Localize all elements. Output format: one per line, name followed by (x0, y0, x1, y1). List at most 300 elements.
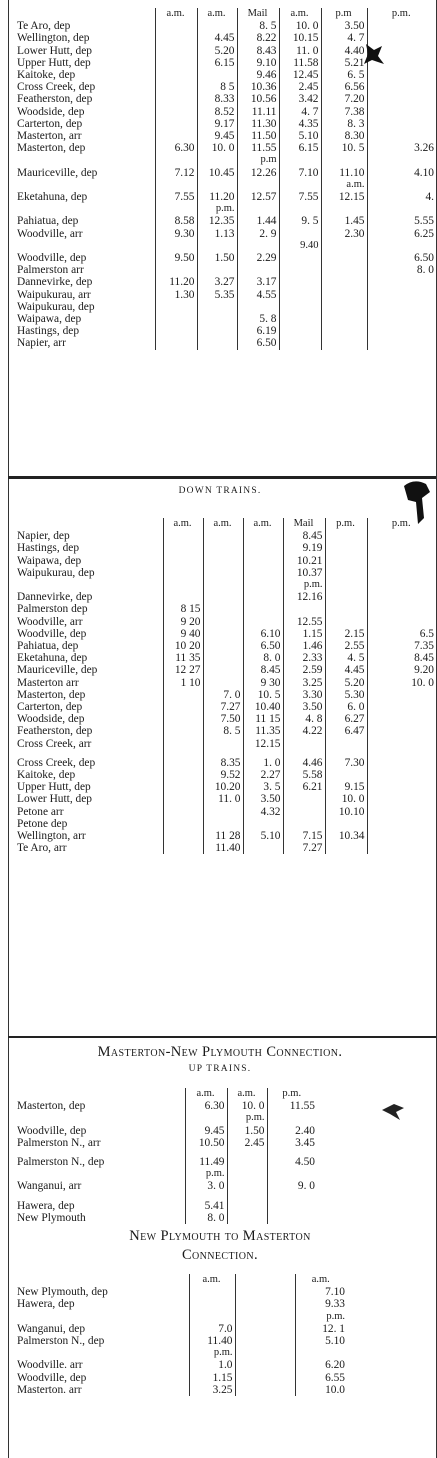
time-cell (155, 20, 197, 32)
time-cell: 8. 5 (203, 725, 243, 737)
station-name: Woodville, arr (17, 227, 83, 240)
time-cell (267, 1200, 317, 1212)
time-cell (243, 542, 283, 554)
column-header: a.m. (185, 1088, 227, 1100)
time-cell (203, 555, 243, 567)
time-cell (235, 1384, 295, 1396)
time-cell (243, 603, 283, 615)
column-header: p.m. (367, 518, 436, 530)
table-row (17, 1137, 317, 1149)
time-cell (367, 81, 436, 93)
time-cell: 8. 3 (321, 118, 367, 130)
station-name: Hawera, dep (17, 1199, 75, 1212)
time-cell (367, 203, 436, 215)
time-cell: 6. 0 (325, 701, 367, 713)
time-cell (155, 203, 197, 215)
time-cell: 1.13 (197, 228, 237, 240)
time-cell: 9.50 (155, 252, 197, 264)
table-row (17, 142, 436, 154)
column-header: a.m. (197, 8, 237, 20)
time-cell: 8.52 (197, 106, 237, 118)
table-row (17, 1298, 347, 1310)
time-cell (367, 757, 436, 769)
table-row (17, 313, 436, 325)
table-row (17, 240, 436, 252)
time-cell: 10.34 (325, 830, 367, 842)
time-cell (203, 542, 243, 554)
time-cell: 10. 5 (321, 142, 367, 154)
time-cell (267, 1149, 317, 1156)
time-cell (189, 1311, 235, 1323)
table-row (17, 842, 436, 854)
station-name: Woodville. arr (17, 1359, 83, 1372)
table-row (17, 1384, 347, 1396)
station-name: Mauriceville, dep (17, 664, 98, 677)
time-cell: 3.45 (267, 1137, 317, 1149)
time-cell (367, 781, 436, 793)
station-name: Woodville, arr (17, 615, 83, 628)
table-row (17, 713, 436, 725)
connection-title: Masterton-New Plymouth Connection. (97, 1044, 343, 1060)
ink-blot-icon (380, 1100, 406, 1122)
time-cell (367, 713, 436, 725)
table-row (17, 1323, 347, 1335)
time-cell (367, 325, 436, 337)
ink-blot-icon (400, 478, 434, 528)
time-cell: 12.15 (243, 738, 283, 750)
time-cell (367, 289, 436, 301)
station-name: Lower Hutt, dep (17, 793, 92, 806)
time-cell: 3. 0 (185, 1180, 227, 1192)
station-name: Napier, arr (17, 337, 66, 350)
time-cell: 10.36 (237, 81, 279, 93)
down-trains-title: DOWN TRAINS. (178, 486, 262, 496)
time-cell (367, 118, 436, 130)
time-cell: 9.45 (197, 130, 237, 142)
time-cell: 9. 0 (267, 1180, 317, 1192)
time-cell (367, 830, 436, 842)
time-cell (367, 240, 436, 252)
table-row (17, 1372, 347, 1384)
time-cell: 5.35 (197, 289, 237, 301)
column-header-row (17, 8, 436, 20)
table-row (17, 769, 436, 781)
time-cell: 6. 5 (321, 69, 367, 81)
time-cell: 4. 7 (279, 106, 321, 118)
station-name: Lower Hutt, dep (17, 44, 92, 57)
time-cell: 10.40 (243, 701, 283, 713)
time-cell: 11.55 (267, 1100, 317, 1112)
time-cell (321, 313, 367, 325)
time-cell (325, 603, 367, 615)
table-row (17, 215, 436, 227)
time-cell (267, 1212, 317, 1224)
station-name: Mauriceville, dep (17, 166, 98, 179)
time-cell: 2.27 (243, 769, 283, 781)
time-cell (321, 289, 367, 301)
station-name: Palmerston N., dep (17, 1156, 105, 1169)
column-header: a.m. (295, 1274, 347, 1286)
time-cell: 1.50 (227, 1125, 267, 1137)
time-cell (227, 1168, 267, 1180)
time-cell: 10.21 (283, 555, 325, 567)
time-cell: 6.15 (197, 57, 237, 69)
time-cell (295, 1347, 347, 1359)
time-cell (325, 616, 367, 628)
column-header: p.m. (367, 8, 436, 20)
table-row (17, 1168, 317, 1180)
time-cell: 9.20 (367, 664, 436, 676)
time-cell: 10.37 (283, 567, 325, 579)
time-cell: 1.50 (197, 252, 237, 264)
time-cell (279, 337, 321, 349)
time-cell (279, 203, 321, 215)
station-header (17, 1274, 189, 1286)
station-name: Wellington, dep (17, 32, 90, 45)
time-cell (367, 689, 436, 701)
down-trains-table (17, 518, 436, 854)
time-cell: 8. 5 (237, 20, 279, 32)
station-name: Hastings, dep (17, 325, 80, 338)
time-cell (325, 542, 367, 554)
time-cell (163, 701, 203, 713)
time-cell (243, 591, 283, 603)
column-header: a.m. (163, 518, 203, 530)
time-cell (243, 555, 283, 567)
time-cell (163, 689, 203, 701)
time-cell: 8 15 (163, 603, 203, 615)
time-cell: 6.19 (237, 325, 279, 337)
time-cell (163, 713, 203, 725)
time-cell: 4.45 (325, 664, 367, 676)
time-cell (155, 69, 197, 81)
column-header (235, 1274, 295, 1286)
station-name: Palmerston N., arr (17, 1136, 101, 1149)
time-cell: 8. 0 (367, 264, 436, 276)
time-cell: 11.55 (237, 142, 279, 154)
table-row (17, 567, 436, 579)
time-cell (279, 276, 321, 288)
table-row (17, 228, 436, 240)
time-cell (197, 264, 237, 276)
time-cell: 11.11 (237, 106, 279, 118)
time-cell: 8.22 (237, 32, 279, 44)
station-name (17, 579, 163, 591)
time-cell (197, 20, 237, 32)
time-cell (155, 337, 197, 349)
time-cell: 1.0 (189, 1359, 235, 1371)
station-name: Kaitoke, dep (17, 69, 76, 82)
time-cell (203, 579, 243, 591)
time-cell: 9.45 (185, 1125, 227, 1137)
time-cell: 5.58 (283, 769, 325, 781)
time-cell: 4. 8 (283, 713, 325, 725)
time-cell: 10.50 (185, 1137, 227, 1149)
time-cell: 6.5 (367, 628, 436, 640)
station-name: Hastings, dep (17, 542, 80, 555)
table-row (17, 542, 436, 554)
time-cell (321, 252, 367, 264)
station-name: Palmerston arr (17, 264, 84, 277)
column-header-row (17, 1088, 317, 1100)
table-row (17, 81, 436, 93)
time-cell (325, 769, 367, 781)
time-cell: 1.45 (321, 215, 367, 227)
time-cell (321, 154, 367, 166)
time-cell: 5.55 (367, 215, 436, 227)
table-row (17, 130, 436, 142)
time-cell: 3.30 (283, 689, 325, 701)
time-cell: 11. 0 (203, 793, 243, 805)
station-name: Dannevirke, dep (17, 591, 93, 604)
time-cell: 8.35 (203, 757, 243, 769)
time-cell: 7.50 (203, 713, 243, 725)
time-cell: 8. 0 (185, 1212, 227, 1224)
station-name: Woodville, dep (17, 1371, 87, 1384)
time-cell (163, 555, 203, 567)
time-cell (155, 57, 197, 69)
table-row (17, 167, 436, 179)
time-cell: p.m. (295, 1311, 347, 1323)
time-cell (367, 616, 436, 628)
time-cell: 9.10 (237, 57, 279, 69)
table-row (17, 1200, 317, 1212)
time-cell: 3.50 (283, 701, 325, 713)
time-cell (237, 301, 279, 313)
time-cell (243, 567, 283, 579)
time-cell: 1.15 (283, 628, 325, 640)
time-cell: 11.58 (279, 57, 321, 69)
time-cell (325, 530, 367, 542)
table-row (17, 1347, 347, 1359)
time-cell: 10. 5 (243, 689, 283, 701)
time-cell (367, 806, 436, 818)
time-cell: 6.50 (367, 252, 436, 264)
table-row (17, 1212, 317, 1224)
station-name: Wanganui, arr (17, 1180, 82, 1193)
column-left-rule (8, 0, 9, 1458)
time-cell: 8.30 (321, 130, 367, 142)
time-cell: 1. 0 (243, 757, 283, 769)
table-row (17, 264, 436, 276)
table-row (17, 757, 436, 769)
time-cell (189, 1286, 235, 1298)
time-cell: 6.10 (243, 628, 283, 640)
time-cell: p.m. (189, 1347, 235, 1359)
column-header: a.m. (155, 8, 197, 20)
station-name: Hawera, dep (17, 1298, 75, 1311)
section-divider (8, 476, 436, 479)
table-row (17, 689, 436, 701)
station-name: Waipukurau, arr (17, 288, 91, 301)
time-cell: 7.12 (155, 167, 197, 179)
time-cell: 6.27 (325, 713, 367, 725)
table-row (17, 818, 436, 830)
table-row (17, 203, 436, 215)
time-cell (243, 616, 283, 628)
time-cell (367, 542, 436, 554)
table-row (17, 325, 436, 337)
time-cell (197, 313, 237, 325)
time-cell (367, 337, 436, 349)
time-cell (321, 264, 367, 276)
time-cell: 7.38 (321, 106, 367, 118)
column-header-row (17, 518, 436, 530)
table-row (17, 154, 436, 166)
time-cell: 3.27 (197, 276, 237, 288)
time-cell (237, 240, 279, 252)
time-cell: 10. 0 (367, 677, 436, 689)
time-cell: 7.27 (283, 842, 325, 854)
time-cell: 12.26 (237, 167, 279, 179)
time-cell: 11.20 (197, 191, 237, 203)
table-row (17, 1125, 317, 1137)
time-cell (237, 203, 279, 215)
station-name: Waipawa, dep (17, 313, 82, 326)
time-cell (185, 1149, 227, 1156)
time-cell: 5.41 (185, 1200, 227, 1212)
time-cell: 5.20 (325, 677, 367, 689)
time-cell: 10.10 (325, 806, 367, 818)
time-cell: 7.10 (279, 167, 321, 179)
table-row (17, 93, 436, 105)
time-cell: 9.52 (203, 769, 243, 781)
time-cell: 4.10 (367, 167, 436, 179)
time-cell (267, 1168, 317, 1180)
time-cell: 11.40 (203, 842, 243, 854)
time-cell (155, 93, 197, 105)
time-cell (243, 842, 283, 854)
time-cell (367, 106, 436, 118)
table-row (17, 806, 436, 818)
time-cell (163, 725, 203, 737)
time-cell: 4.50 (267, 1156, 317, 1168)
table-row (17, 191, 436, 203)
station-name: Wanganui, dep (17, 1322, 86, 1335)
time-cell: 2.33 (283, 652, 325, 664)
table-row (17, 664, 436, 676)
table-row (17, 738, 436, 750)
time-cell: 6.30 (185, 1100, 227, 1112)
time-cell (243, 530, 283, 542)
station-name: Cross Creek, arr (17, 737, 92, 750)
column-header: a.m. (279, 8, 321, 20)
time-cell: 7.55 (155, 191, 197, 203)
time-cell: p.m (237, 154, 279, 166)
table-row (17, 640, 436, 652)
time-cell (243, 750, 283, 757)
time-cell (163, 567, 203, 579)
time-cell: 7. 0 (203, 689, 243, 701)
time-cell (197, 301, 237, 313)
time-cell (235, 1347, 295, 1359)
column-header: a.m. (227, 1088, 267, 1100)
time-cell (367, 579, 436, 591)
time-cell: 11.40 (189, 1335, 235, 1347)
station-name (17, 1168, 185, 1180)
time-cell: 11.10 (321, 167, 367, 179)
table-row (17, 555, 436, 567)
time-cell (367, 130, 436, 142)
time-cell: 1.46 (283, 640, 325, 652)
time-cell: 9 20 (163, 616, 203, 628)
time-cell: 4.40 (321, 45, 367, 57)
time-cell: 9.30 (155, 228, 197, 240)
time-cell (267, 1112, 317, 1124)
time-cell (367, 20, 436, 32)
time-cell (163, 806, 203, 818)
table-row (17, 20, 436, 32)
time-cell (227, 1149, 267, 1156)
table-row (17, 179, 436, 191)
time-cell (283, 818, 325, 830)
time-cell (367, 591, 436, 603)
time-cell: 2.45 (227, 1137, 267, 1149)
time-cell (283, 750, 325, 757)
time-cell (367, 69, 436, 81)
time-cell (243, 579, 283, 591)
time-cell: 12. 1 (295, 1323, 347, 1335)
time-cell (203, 640, 243, 652)
time-cell (367, 179, 436, 191)
time-cell: 6.15 (279, 142, 321, 154)
time-cell (367, 276, 436, 288)
time-cell: 2.55 (325, 640, 367, 652)
time-cell (279, 264, 321, 276)
station-name: Waipukurau, dep (17, 566, 95, 579)
station-name: Pahiatua, dep (17, 215, 79, 228)
time-cell: 4.55 (237, 289, 279, 301)
reverse-connection-title-2: Connection. (181, 1247, 259, 1263)
time-cell (321, 301, 367, 313)
section-divider (8, 1036, 436, 1038)
time-cell: 3.17 (237, 276, 279, 288)
time-cell: 2.29 (237, 252, 279, 264)
time-cell (367, 603, 436, 615)
time-cell: 7.55 (279, 191, 321, 203)
time-cell (163, 579, 203, 591)
column-header: p.m (321, 8, 367, 20)
time-cell (203, 616, 243, 628)
new-plymouth-masterton-table (17, 1274, 347, 1396)
time-cell: 5.21 (321, 57, 367, 69)
table-row (17, 118, 436, 130)
time-cell: 10. 0 (197, 142, 237, 154)
time-cell: 7.0 (189, 1323, 235, 1335)
time-cell: 1 10 (163, 677, 203, 689)
time-cell: 11 28 (203, 830, 243, 842)
time-cell: 10.15 (279, 32, 321, 44)
time-cell: 11. 0 (279, 45, 321, 57)
time-cell: 2.40 (267, 1125, 317, 1137)
time-cell (155, 240, 197, 252)
time-cell (203, 677, 243, 689)
time-cell: 5. 8 (237, 313, 279, 325)
column-header: a.m. (243, 518, 283, 530)
time-cell (235, 1372, 295, 1384)
station-name: Masterton arr (17, 676, 79, 689)
time-cell: 12.55 (283, 616, 325, 628)
table-row (17, 530, 436, 542)
station-name (17, 154, 155, 166)
time-cell (235, 1359, 295, 1371)
time-cell: 2.30 (321, 228, 367, 240)
time-cell (163, 738, 203, 750)
station-name: Masterton, dep (17, 1100, 86, 1113)
time-cell (155, 118, 197, 130)
time-cell (163, 757, 203, 769)
time-cell (203, 664, 243, 676)
